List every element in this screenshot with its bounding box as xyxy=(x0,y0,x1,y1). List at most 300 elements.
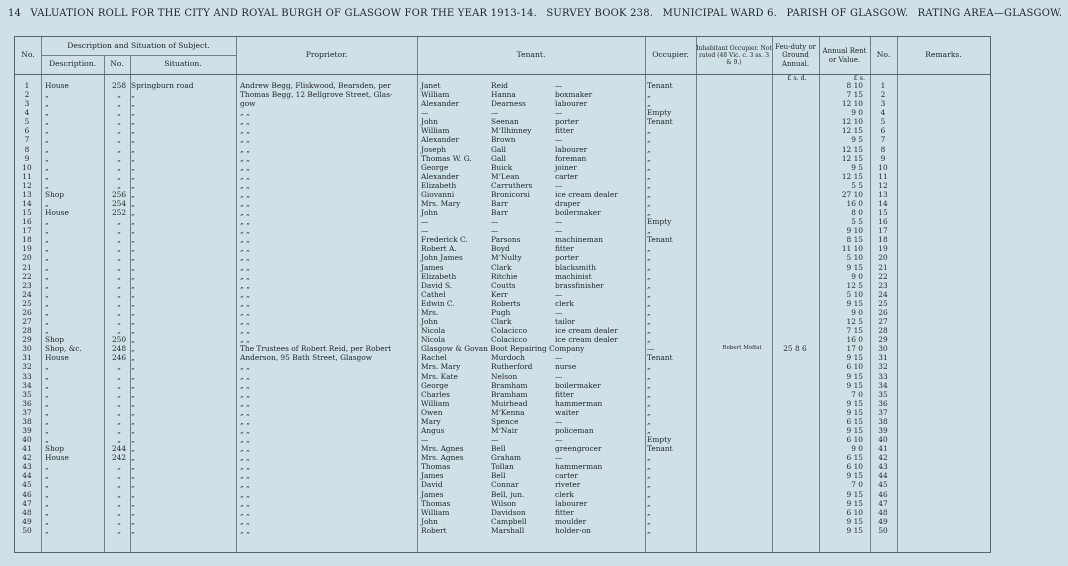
street-number: 250 xyxy=(111,335,127,345)
tenant-occupation: waiter xyxy=(555,407,579,417)
subject-situation: „ xyxy=(131,453,135,463)
street-number: 252 xyxy=(111,208,127,218)
tenant-surname: Muirhead xyxy=(491,398,528,408)
entry-number: 22 xyxy=(22,271,32,281)
street-number: „ xyxy=(117,525,121,535)
entry-number: 37 xyxy=(22,407,32,417)
table-row xyxy=(15,326,990,335)
tenant-surname: Barr xyxy=(491,199,508,209)
occupier: „ xyxy=(647,262,651,272)
table-row xyxy=(15,163,990,172)
entry-number-right: 14 xyxy=(878,199,888,209)
street-number: „ xyxy=(117,371,121,381)
subject-description: „ xyxy=(45,171,49,181)
subject-situation: „ xyxy=(131,298,135,308)
tenant-surname: M‘Kenna xyxy=(491,407,525,417)
table-row xyxy=(15,308,990,317)
entry-number: 13 xyxy=(22,189,32,199)
subject-situation: „ xyxy=(131,244,135,254)
annual-rent: 9 0 xyxy=(851,444,863,454)
street-number: „ xyxy=(117,217,121,227)
annual-rent: 9 15 xyxy=(846,407,863,417)
tenant-first-name: David xyxy=(421,480,443,490)
table-row xyxy=(15,190,990,199)
table-row xyxy=(15,253,990,262)
tenant-occupation: carter xyxy=(555,171,578,181)
tenant-occupation: — xyxy=(555,226,563,236)
proprietor: „ „ xyxy=(240,444,251,454)
entry-number: 27 xyxy=(22,317,32,327)
table-row xyxy=(15,408,990,417)
entry-number: 3 xyxy=(24,99,30,109)
occupier: Tenant xyxy=(647,117,673,127)
ledger-table xyxy=(14,36,991,553)
tenant-surname: Seenan xyxy=(491,117,519,127)
entry-number: 40 xyxy=(22,435,32,445)
entry-number: 9 xyxy=(24,153,30,163)
tenant-surname: Clark xyxy=(491,317,512,327)
tenant-first-name: Alexander xyxy=(421,135,460,145)
entry-number-right: 1 xyxy=(880,81,886,90)
entry-number-right: 31 xyxy=(878,353,888,363)
subject-situation: „ xyxy=(131,217,135,227)
table-row xyxy=(15,135,990,144)
proprietor: „ „ xyxy=(240,244,251,254)
occupier: „ xyxy=(647,226,651,236)
entry-number-right: 25 xyxy=(878,298,888,308)
annual-rent: 9 5 xyxy=(851,135,863,145)
entry-number-right: 43 xyxy=(878,462,888,472)
street-number: „ xyxy=(117,99,121,109)
tenant-surname: Davidson xyxy=(491,507,526,517)
tenant-occupation: clerk xyxy=(555,298,574,308)
subject-description: „ xyxy=(45,217,49,227)
municipal-ward: MUNICIPAL WARD 6. xyxy=(662,8,778,19)
page-number: 14 xyxy=(8,8,22,19)
subject-description: „ xyxy=(45,153,49,163)
entry-number-right: 27 xyxy=(878,317,888,327)
table-row xyxy=(15,517,990,526)
page-header xyxy=(8,8,1063,24)
tenant-surname: Clark xyxy=(491,262,512,272)
tenant-occupation: — xyxy=(555,307,563,317)
tenant-occupation: moulder xyxy=(555,516,587,526)
tenant-occupation: greengrocer xyxy=(555,444,602,454)
table-row xyxy=(15,344,990,353)
subject-situation: „ xyxy=(131,271,135,281)
proprietor: „ „ xyxy=(240,171,251,181)
subject-description: Shop, &c. xyxy=(45,344,82,354)
proprietor: „ „ xyxy=(240,153,251,163)
proprietor: „ „ xyxy=(240,516,251,526)
entry-number: 44 xyxy=(22,471,32,481)
annual-rent: 12 10 xyxy=(841,99,863,109)
occupier: „ xyxy=(647,126,651,136)
street-number: „ xyxy=(117,280,121,290)
tenant-first-name: — xyxy=(421,435,429,445)
street-number: „ xyxy=(117,126,121,136)
entry-number: 38 xyxy=(22,416,32,426)
occupier: „ xyxy=(647,389,651,399)
subject-situation: „ xyxy=(131,235,135,245)
occupier: „ xyxy=(647,371,651,381)
occupier: „ xyxy=(647,199,651,209)
tenant-first-name: Janet xyxy=(421,81,441,90)
subject-description: „ xyxy=(45,407,49,417)
proprietor: „ „ xyxy=(240,380,251,390)
subject-description: „ xyxy=(45,298,49,308)
proprietor: „ „ xyxy=(240,371,251,381)
tenant-occupation: riveter xyxy=(555,480,581,490)
subject-description: „ xyxy=(45,90,49,100)
tenant-occupation: — xyxy=(555,81,563,90)
tenant-first-name: Mrs. Mary xyxy=(421,362,461,372)
tenant-first-name: Mrs. xyxy=(421,307,439,317)
tenant-occupation: — xyxy=(555,135,563,145)
proprietor: „ „ xyxy=(240,317,251,327)
annual-rent: 6 10 xyxy=(846,362,863,372)
subject-situation: „ xyxy=(131,462,135,472)
table-row xyxy=(15,335,990,344)
tenant-first-name: Elizabeth xyxy=(421,271,457,281)
proprietor: „ „ xyxy=(240,217,251,227)
street-number: „ xyxy=(117,380,121,390)
entry-number: 41 xyxy=(22,444,32,454)
occupier: „ xyxy=(647,471,651,481)
table-row xyxy=(15,290,990,299)
annual-rent: 5 5 xyxy=(851,217,863,227)
tenant-first-name: Thomas xyxy=(421,462,451,472)
tenant-surname: Bell xyxy=(491,471,506,481)
proprietor: „ „ xyxy=(240,271,251,281)
tenant-first-name: Mrs. Agnes xyxy=(421,444,464,454)
annual-rent: 8 15 xyxy=(846,235,863,245)
annual-rent: 9 15 xyxy=(846,380,863,390)
table-row xyxy=(15,399,990,408)
occupier: „ xyxy=(647,525,651,535)
subject-description: „ xyxy=(45,471,49,481)
proprietor: „ „ xyxy=(240,280,251,290)
proprietor: gow xyxy=(240,99,256,109)
subject-description: „ xyxy=(45,435,49,445)
annual-rent: 9 15 xyxy=(846,516,863,526)
annual-rent: 12 10 xyxy=(841,117,863,127)
table-row xyxy=(15,508,990,517)
subject-description: „ xyxy=(45,307,49,317)
tenant-surname: Bell, jun. xyxy=(491,489,525,499)
subject-situation: „ xyxy=(131,226,135,236)
entry-number-right: 39 xyxy=(878,425,888,435)
subject-situation: Springburn road xyxy=(131,81,194,90)
entry-number-right: 47 xyxy=(878,498,888,508)
tenant-first-name: Robert A. xyxy=(421,244,457,254)
subject-description: „ xyxy=(45,425,49,435)
table-row xyxy=(15,172,990,181)
subject-situation: „ xyxy=(131,117,135,127)
entry-number: 50 xyxy=(22,525,32,535)
subject-description: „ xyxy=(45,489,49,499)
header-annual-rent: Annual Rent or Value. xyxy=(822,46,867,64)
entry-number-right: 16 xyxy=(878,217,888,227)
tenant-first-name: Alexander xyxy=(421,99,460,109)
occupier: Tenant xyxy=(647,353,673,363)
proprietor: Andrew Begg, Fliskwood, Bearsden, per xyxy=(240,81,391,90)
subject-situation: „ xyxy=(131,516,135,526)
table-row xyxy=(15,244,990,253)
tenant-surname: Kerr xyxy=(491,289,508,299)
header-situation: Situation. xyxy=(164,59,202,69)
annual-rent: 9 15 xyxy=(846,353,863,363)
header-tenant: Tenant. xyxy=(516,50,546,60)
proprietor: „ „ xyxy=(240,208,251,218)
entry-number-right: 44 xyxy=(878,471,888,481)
table-row xyxy=(15,480,990,489)
occupier: „ xyxy=(647,317,651,327)
annual-rent: 17 0 xyxy=(846,344,863,354)
subject-description: „ xyxy=(45,380,49,390)
subject-description: „ xyxy=(45,398,49,408)
street-number: „ xyxy=(117,416,121,426)
tenant-first-name: John xyxy=(421,208,438,218)
occupier: „ xyxy=(647,516,651,526)
proprietor: „ „ xyxy=(240,307,251,317)
tenant-surname: Coutts xyxy=(491,280,516,290)
subject-description: „ xyxy=(45,262,49,272)
tenant-occupation: policeman xyxy=(555,425,594,435)
annual-rent: 12 15 xyxy=(841,144,863,154)
proprietor: „ „ xyxy=(240,253,251,263)
proprietor: „ „ xyxy=(240,199,251,209)
entry-number: 23 xyxy=(22,280,32,290)
subject-situation: „ xyxy=(131,90,135,100)
tenant-first-name: William xyxy=(421,398,450,408)
tenant-surname: Colacicco xyxy=(491,335,528,345)
tenant-occupation: ice cream dealer xyxy=(555,189,618,199)
entry-number: 15 xyxy=(22,208,32,218)
tenant-occupation: draper xyxy=(555,199,581,209)
proprietor: „ „ xyxy=(240,398,251,408)
subject-situation: „ xyxy=(131,317,135,327)
subject-description: „ xyxy=(45,317,49,327)
entry-number-right: 36 xyxy=(878,398,888,408)
header-no: No. xyxy=(21,50,35,60)
tenant-first-name: Rachel xyxy=(421,353,447,363)
tenant-first-name: Nicola xyxy=(421,326,446,336)
entry-number: 16 xyxy=(22,217,32,227)
tenant-occupation: nurse xyxy=(555,362,577,372)
proprietor: „ „ xyxy=(240,453,251,463)
subject-description: „ xyxy=(45,516,49,526)
table-row xyxy=(15,99,990,108)
occupier: „ xyxy=(647,407,651,417)
street-number: 242 xyxy=(111,453,127,463)
table-row xyxy=(15,145,990,154)
entry-number-right: 37 xyxy=(878,407,888,417)
tenant-surname: Bramham xyxy=(491,389,528,399)
annual-rent: 6 15 xyxy=(846,453,863,463)
annual-rent: 7 0 xyxy=(851,389,863,399)
annual-rent: 9 15 xyxy=(846,489,863,499)
table-row xyxy=(15,435,990,444)
table-row xyxy=(15,490,990,499)
proprietor: „ „ xyxy=(240,108,251,118)
occupier: „ xyxy=(647,171,651,181)
street-number: „ xyxy=(117,480,121,490)
tenant-first-name: John xyxy=(421,317,438,327)
entry-number: 14 xyxy=(22,199,32,209)
tenant-surname: Tollan xyxy=(491,462,514,472)
entry-number: 12 xyxy=(22,180,32,190)
tenant-surname: M‘Lean xyxy=(491,171,520,181)
street-number: „ xyxy=(117,162,121,172)
subject-situation: „ xyxy=(131,353,135,363)
tenant-surname: Hanna xyxy=(491,90,516,100)
subject-description: House xyxy=(45,453,69,463)
subject-situation: „ xyxy=(131,99,135,109)
column-headers xyxy=(15,37,990,75)
tenant-surname: Carruthers xyxy=(491,180,533,190)
table-row xyxy=(15,462,990,471)
subject-situation: „ xyxy=(131,189,135,199)
tenant-first-name: James xyxy=(421,489,444,499)
entry-number: 47 xyxy=(22,498,32,508)
entry-number: 2 xyxy=(24,90,30,100)
annual-rent: 5 10 xyxy=(846,289,863,299)
subject-description: „ xyxy=(45,117,49,127)
occupier: „ xyxy=(647,298,651,308)
street-number: „ xyxy=(117,135,121,145)
proprietor: „ „ xyxy=(240,226,251,236)
proprietor: „ „ xyxy=(240,425,251,435)
street-number: „ xyxy=(117,117,121,127)
tenant-surname: Barr xyxy=(491,208,508,218)
occupier: „ xyxy=(647,244,651,254)
proprietor: „ „ xyxy=(240,289,251,299)
entry-number: 34 xyxy=(22,380,32,390)
tenant-occupation: — xyxy=(555,108,563,118)
proprietor: „ „ xyxy=(240,144,251,154)
feu-duty-units: £ s. d. xyxy=(787,74,807,82)
tenant-first-name: Mary xyxy=(421,416,441,426)
entry-number-right: 10 xyxy=(878,162,888,172)
subject-description: „ xyxy=(45,180,49,190)
tenant-surname: — xyxy=(491,435,499,445)
table-row xyxy=(15,181,990,190)
tenant-surname: Roberts xyxy=(491,298,521,308)
entry-number-right: 13 xyxy=(878,189,888,199)
subject-description: „ xyxy=(45,144,49,154)
subject-description: „ xyxy=(45,108,49,118)
tenant-first-name: George xyxy=(421,162,449,172)
occupier: „ xyxy=(647,453,651,463)
entry-number-right: 41 xyxy=(878,444,888,454)
entry-number-right: 32 xyxy=(878,362,888,372)
tenant-first-name: — xyxy=(421,217,429,227)
tenant-occupation: clerk xyxy=(555,489,574,499)
tenant-surname: Marshall xyxy=(491,525,525,535)
occupier: Tenant xyxy=(647,81,673,90)
rating-area: RATING AREA—GLASGOW. xyxy=(917,8,1063,19)
tenant-first-name: Thomas xyxy=(421,498,451,508)
annual-rent: 7 15 xyxy=(846,326,863,336)
entry-number: 30 xyxy=(22,344,32,354)
tenant-first-name: Cathel xyxy=(421,289,446,299)
table-row xyxy=(15,90,990,99)
tenant-surname: Murdoch xyxy=(491,353,525,363)
proprietor: „ „ xyxy=(240,416,251,426)
tenant-first-name: James xyxy=(421,471,444,481)
street-number: „ xyxy=(117,262,121,272)
entry-number: 36 xyxy=(22,398,32,408)
tenant-occupation: — xyxy=(555,180,563,190)
header-occupier: Occupier. xyxy=(652,50,689,60)
tenant-occupation: labourer xyxy=(555,498,588,508)
occupier: „ xyxy=(647,153,651,163)
occupier: „ xyxy=(647,489,651,499)
table-row xyxy=(15,154,990,163)
header-number: No. xyxy=(110,59,124,69)
entry-number-right: 11 xyxy=(878,171,888,181)
tenant-first-name: Elizabeth xyxy=(421,180,457,190)
occupier: „ xyxy=(647,253,651,263)
tenant-surname: Reid xyxy=(491,81,509,90)
subject-description: „ xyxy=(45,280,49,290)
subject-situation: „ xyxy=(131,344,135,354)
table-row xyxy=(15,235,990,244)
occupier: „ xyxy=(647,462,651,472)
street-number: „ xyxy=(117,362,121,372)
street-number: „ xyxy=(117,307,121,317)
entry-number-right: 46 xyxy=(878,489,888,499)
entry-number-right: 33 xyxy=(878,371,888,381)
occupier: — xyxy=(647,344,655,354)
tenant-surname: Connar xyxy=(491,480,519,490)
annual-rent: 27 10 xyxy=(841,189,863,199)
tenant-occupation: fitter xyxy=(555,126,574,136)
roll-title: VALUATION ROLL FOR THE CITY AND ROYAL BURGH OF GLASGOW FOR THE YEAR 1913-14. xyxy=(30,8,537,19)
table-row xyxy=(15,372,990,381)
entry-number-right: 4 xyxy=(880,108,886,118)
annual-rent: 7 15 xyxy=(846,90,863,100)
subject-situation: „ xyxy=(131,307,135,317)
tenant-occupation: hammerman xyxy=(555,398,603,408)
entry-number: 29 xyxy=(22,335,32,345)
street-number: „ xyxy=(117,516,121,526)
annual-rent: 9 15 xyxy=(846,298,863,308)
entry-number: 1 xyxy=(24,81,30,90)
annual-rent: 9 15 xyxy=(846,371,863,381)
tenant-occupation: boxmaker xyxy=(555,90,593,100)
entry-number: 42 xyxy=(22,453,32,463)
annual-rent: 16 0 xyxy=(846,199,863,209)
subject-description: „ xyxy=(45,326,49,336)
annual-rent: 9 15 xyxy=(846,525,863,535)
tenant-occupation: fitter xyxy=(555,244,574,254)
entry-number: 25 xyxy=(22,298,32,308)
table-row xyxy=(15,381,990,390)
entry-number-right: 18 xyxy=(878,235,888,245)
entry-number: 26 xyxy=(22,307,32,317)
tenant-surname: Colacicco xyxy=(491,326,528,336)
annual-rent: 12 15 xyxy=(841,171,863,181)
proprietor: „ „ xyxy=(240,480,251,490)
entry-number-right: 20 xyxy=(878,253,888,263)
entry-number-right: 49 xyxy=(878,516,888,526)
tenant-occupation: boilermaker xyxy=(555,380,601,390)
street-number: „ xyxy=(117,226,121,236)
occupier: „ xyxy=(647,289,651,299)
table-row xyxy=(15,453,990,462)
